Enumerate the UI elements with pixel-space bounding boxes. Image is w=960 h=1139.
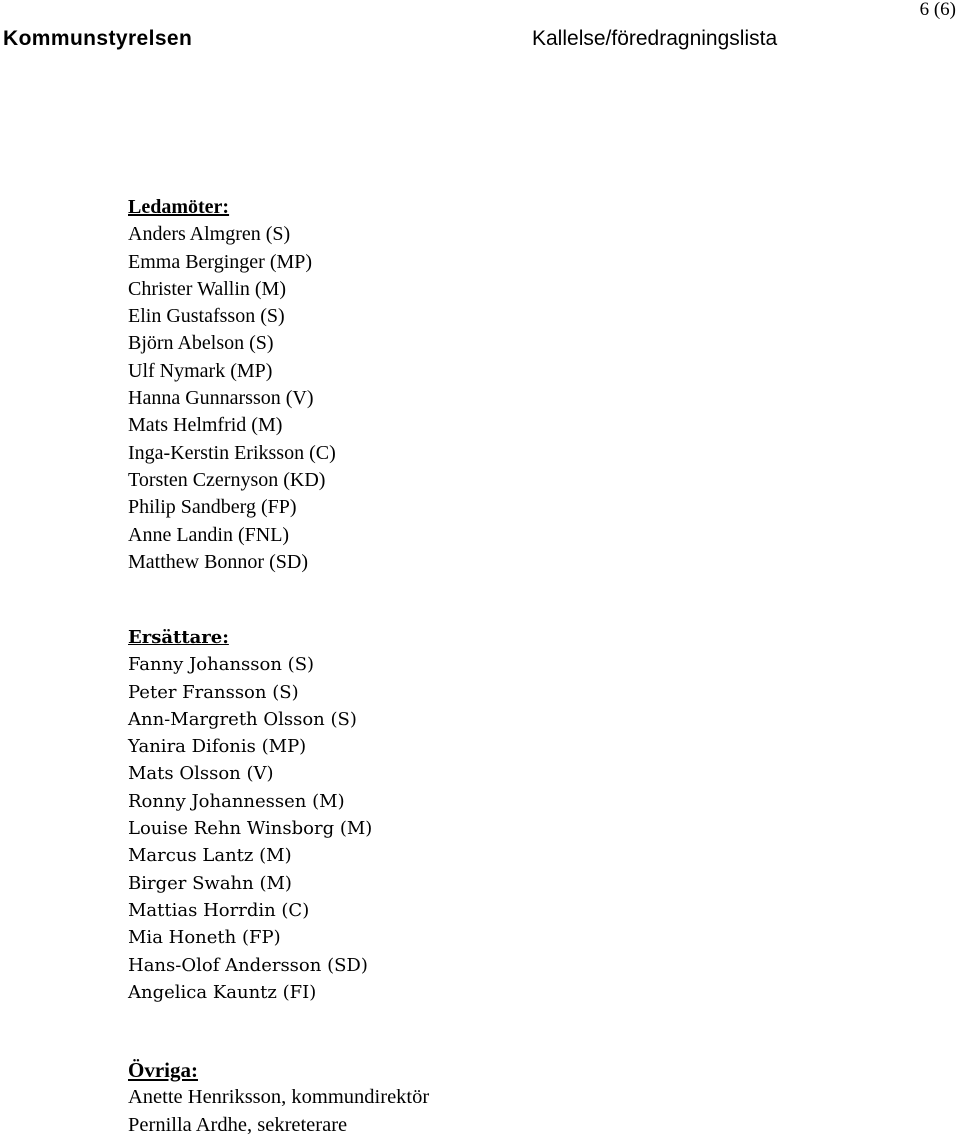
ersattare-heading: Ersättare: [128,627,229,648]
ledamot-item: Ulf Nymark (MP) [128,359,273,382]
ovriga-item: Anette Henriksson, kommundirektör [128,1086,430,1109]
ledamoter-list [128,221,336,576]
header-document-type: Kallelse/föredragningslista [532,27,778,50]
page-number: 6 (6) [919,0,956,20]
ledamot-item: Elin Gustafsson (S) [128,305,285,328]
ersattare-item: Marcus Lantz (M) [128,845,292,867]
ersattare-item: Fanny Johansson (S) [128,654,315,676]
ledamot-item: Christer Wallin (M) [128,277,286,300]
ersattare-item: Ann-Margreth Olsson (S) [128,708,357,730]
ledamot-item: Torsten Czernyson (KD) [128,468,326,491]
ovriga-item: Pernilla Ardhe, sekreterare [128,1113,348,1136]
ersattare-item: Ronny Johannessen (M) [128,790,345,812]
ledamot-item: Anders Almgren (S) [128,223,291,246]
ledamot-item: Philip Sandberg (FP) [128,496,297,519]
ledamot-item: Inga-Kerstin Eriksson (C) [128,441,336,464]
header-organization: Kommunstyrelsen [3,27,193,50]
ersattare-item: Mattias Horrdin (C) [128,899,310,921]
ledamot-item: Mats Helmfrid (M) [128,414,283,437]
ersattare-item: Hans-Olof Andersson (SD) [128,954,368,976]
ersattare-item: Birger Swahn (M) [128,872,292,894]
ersattare-item: Mia Honeth (FP) [128,927,281,949]
ledamoter-section [128,194,336,576]
ledamot-item: Anne Landin (FNL) [128,523,290,546]
ersattare-item: Mats Olsson (V) [128,763,274,785]
ledamot-item: Matthew Bonnor (SD) [128,550,308,573]
ovriga-heading: Övriga: [128,1058,198,1082]
ledamot-item: Hanna Gunnarsson (V) [128,387,314,410]
ledamoter-heading: Ledamöter: [128,196,230,218]
ersattare-item: Louise Rehn Winsborg (M) [128,818,373,840]
ledamot-item: Emma Berginger (MP) [128,250,313,273]
ersattare-item: Peter Fransson (S) [128,681,299,703]
ersattare-section [128,624,372,1006]
ersattare-item: Angelica Kauntz (FI) [128,981,317,1003]
ovriga-list [128,1084,429,1139]
ovriga-section [128,1057,429,1139]
ersattare-list [128,651,372,1006]
ledamot-item: Björn Abelson (S) [128,332,274,355]
ersattare-item: Yanira Difonis (MP) [128,736,307,758]
